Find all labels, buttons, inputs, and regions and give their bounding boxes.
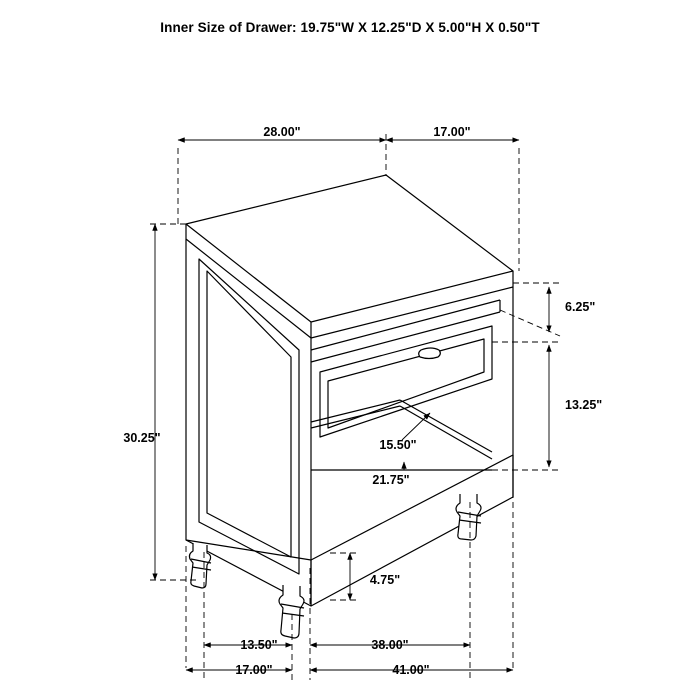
dim-label-bottom-left: 17.00" — [235, 663, 273, 677]
dim-label-base-right: 38.00" — [371, 638, 409, 652]
dim-label-drawer-top-gap: 6.25" — [565, 300, 596, 314]
dim-label-height-total: 30.25" — [123, 431, 161, 445]
dim-label-inner-width: 21.75" — [372, 473, 410, 487]
page-title: Inner Size of Drawer: 19.75"W X 12.25"D X 5.00"H X 0.50"T — [160, 20, 540, 35]
dim-label-base-left: 13.50" — [240, 638, 278, 652]
dim-label-bottom-right: 41.00" — [392, 663, 430, 677]
dim-label-shelf-depth: 15.50" — [379, 438, 417, 452]
dim-label-drawer-front-height: 13.25" — [565, 398, 603, 412]
dim-label-leg-height: 4.75" — [369, 573, 401, 587]
dim-label-top-width-left: 28.00" — [263, 125, 301, 139]
furniture-outline — [186, 175, 513, 638]
dim-label-top-width-right: 17.00" — [433, 125, 471, 139]
